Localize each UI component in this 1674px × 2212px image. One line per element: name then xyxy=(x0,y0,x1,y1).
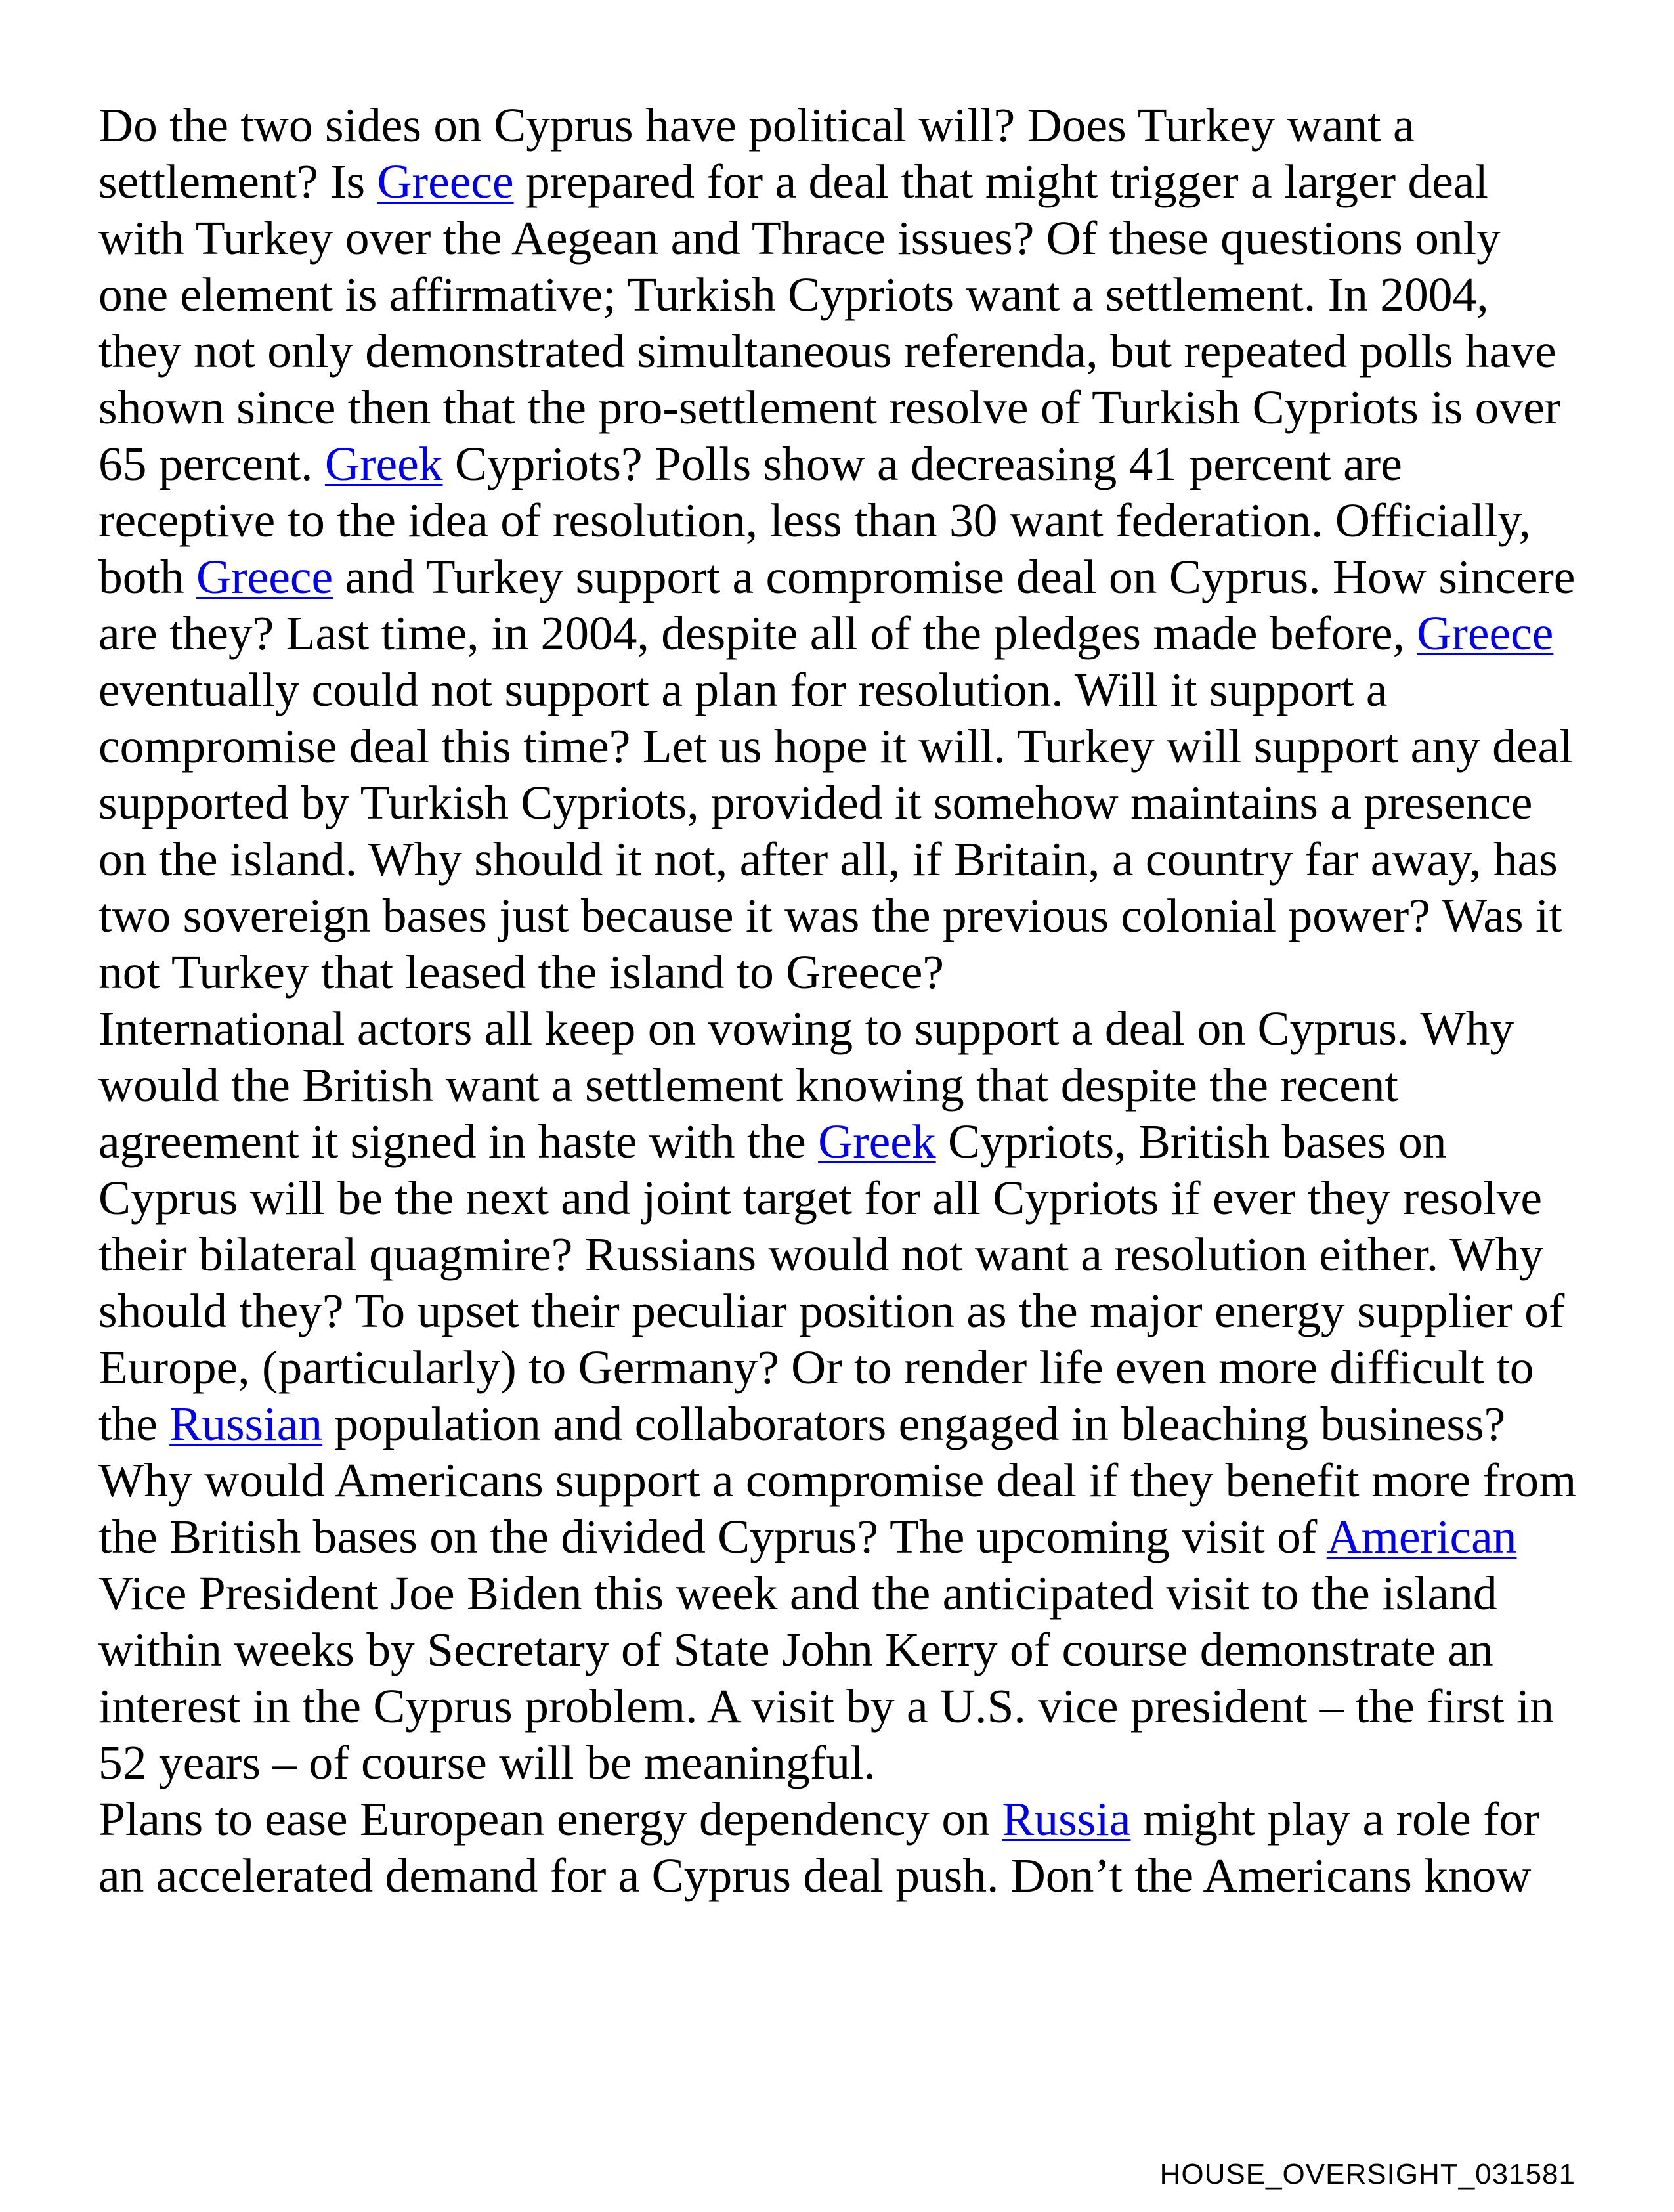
paragraph-2 xyxy=(98,1001,1582,1452)
link-american[interactable]: American xyxy=(1326,1510,1517,1563)
link-greece[interactable]: Greece xyxy=(377,155,514,208)
paragraph-2-text-3: population and collaborators engaged in bleaching business? xyxy=(322,1397,1506,1450)
link-greece[interactable]: Greece xyxy=(196,550,333,603)
link-greece[interactable]: Greece xyxy=(1417,607,1554,660)
document-body xyxy=(98,97,1582,1904)
paragraph-3-text-2: Vice President Joe Biden this week and the anticipated visit to the island within weeks by Secretary of State John Kerry of course demonstrate an interest in the Cyprus problem. A visit by a U.S. vice president – the first in 52 years – of course will be meaningful. xyxy=(98,1567,1554,1789)
paragraph-1-text-5: eventually could not support a plan for resolution. Will it support a compromise deal this time? Let us hope it will. Turkey will support any deal supported by Turkish Cypriots, provided it somehow maintains a presence on the island. Why should it not, after all, if Britain, a country far away, has two sovereign bases just because it was the previous colonial power? Was it not Turkey that leased the island to Greece? xyxy=(98,663,1573,999)
paragraph-1-text-4: and Turkey support a compromise deal on Cyprus. How sincere are they? Last time, in 2004, despite all of the pledges made before, xyxy=(98,550,1576,660)
paragraph-1 xyxy=(98,97,1582,1001)
link-russia[interactable]: Russia xyxy=(1002,1792,1131,1846)
paragraph-2-text-2: Cypriots, British bases on Cyprus will be the next and joint target for all Cypriots if ever they resolve their bilateral quagmire? Russians would not want a resolution either. Why should they? To upset their peculiar position as the major energy supplier of Europe, (particularly) to Germany? Or to render life even more difficult to the xyxy=(98,1115,1565,1450)
paragraph-4-text-2: might play a role for an accelerated demand for a Cyprus deal push. Don’t the Americans know xyxy=(98,1792,1539,1902)
paragraph-1-text-2: prepared for a deal that might trigger a larger deal with Turkey over the Aegean and Thrace issues? Of these questions only one element is affirmative; Turkish Cypriots want a settlement. In 2004, they not only demonstrated simultaneous referenda, but repeated polls have shown since then that the pro-settlement resolve of Turkish Cypriots is over 65 percent. xyxy=(98,155,1561,490)
link-greek[interactable]: Greek xyxy=(818,1115,936,1168)
paragraph-1-text-3: Cypriots? Polls show a decreasing 41 percent are receptive to the idea of resolution, less than 30 want federation. Officially, both xyxy=(98,437,1531,603)
paragraph-1-text-1: Do the two sides on Cyprus have political will? Does Turkey want a settlement? Is xyxy=(98,98,1415,208)
paragraph-4-text-1: Plans to ease European energy dependency on xyxy=(98,1792,1002,1846)
paragraph-2-text-1: International actors all keep on vowing to support a deal on Cyprus. Why would the British want a settlement knowing that despite the recent agreement it signed in haste with the xyxy=(98,1002,1514,1168)
paragraph-4 xyxy=(98,1791,1582,1904)
link-greek[interactable]: Greek xyxy=(324,437,443,490)
paragraph-3 xyxy=(98,1452,1582,1791)
paragraph-3-text-1: Why would Americans support a compromise deal if they benefit more from the British bases on the divided Cyprus? The upcoming visit of xyxy=(98,1454,1577,1563)
link-russian[interactable]: Russian xyxy=(169,1397,322,1450)
bates-number: HOUSE_OVERSIGHT_031581 xyxy=(1159,2158,1576,2190)
